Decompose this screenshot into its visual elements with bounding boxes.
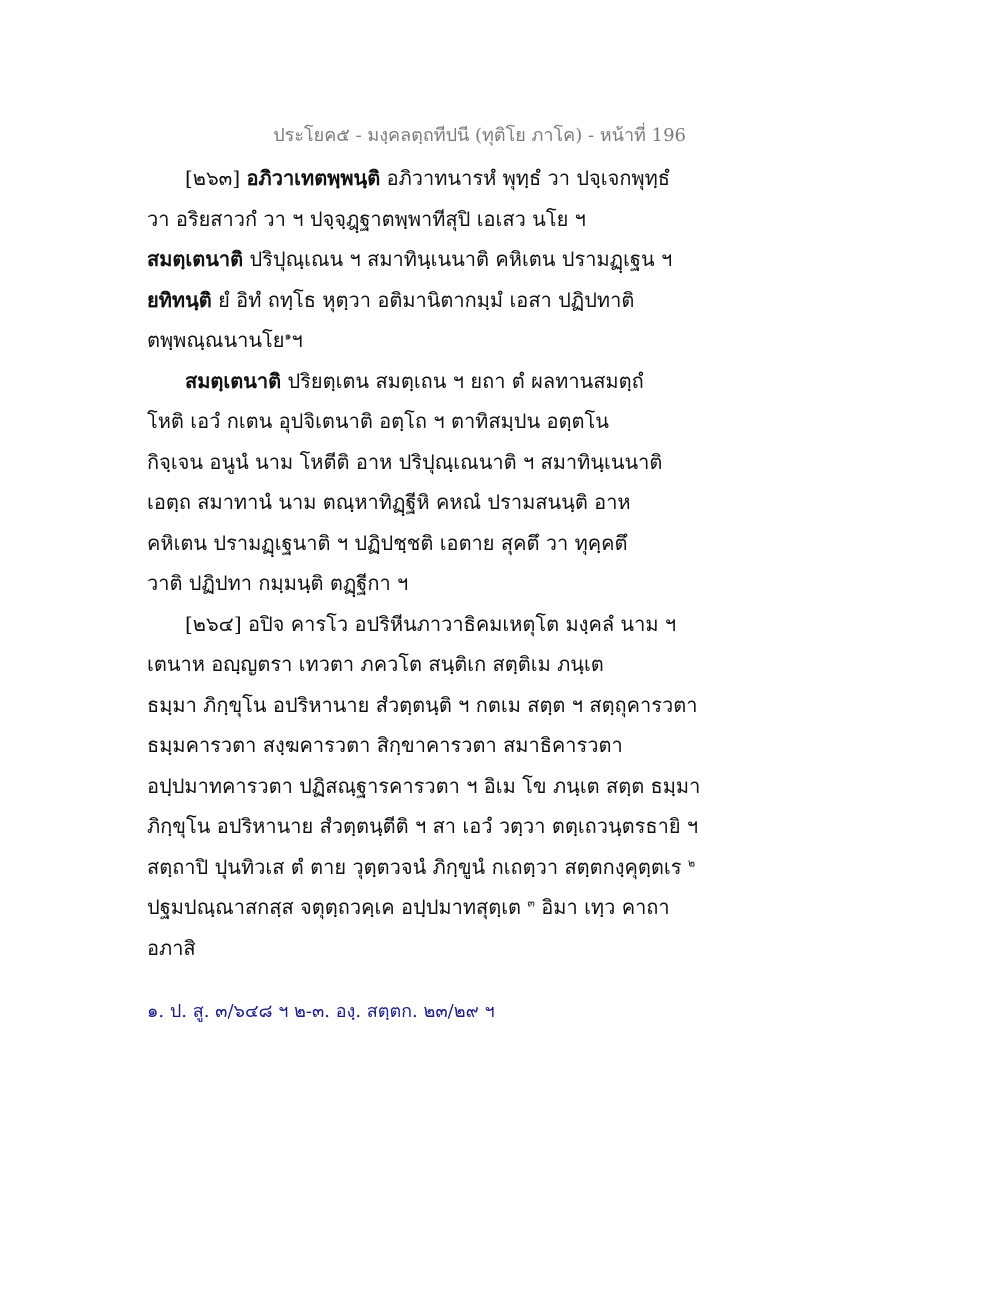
- paragraph-line: เตนาห อญฺญตรา เทวตา ภควโต สนฺติเก สตฺติเม ภนฺเต: [147, 652, 604, 676]
- paragraph-line: [147, 158, 687, 199]
- line-text: สตฺถาปิ ปุนทิวเส ตํ ตาย วุตฺตวจนํ ภิกฺขูนํ กเถตฺวา สตฺตกงฺคุตฺตเร: [147, 854, 682, 879]
- footnote-ref: ๑: [284, 329, 292, 343]
- paragraph-number: [๒๖๓]: [185, 166, 241, 190]
- bold-term: สมตฺเตนาติ: [185, 368, 282, 393]
- paragraph-line: [๒๖๔] อปิจ คารโว อปริหีนภาวาธิคมเหตุโต มงฺคลํ นาม ฯ: [185, 611, 677, 636]
- line-text: ยํ อิทํ ถทฺโธ หุตฺวา อติมานิตากมฺมํ เอสา ปฏิปทาติ: [218, 287, 635, 312]
- paragraph-line: โหติ เอวํ กเตน อุปจิเตนาติ อตฺโถ ฯ ตาทิสมฺปน อตฺตโน: [147, 409, 609, 433]
- paragraph-line: ภิกฺขุโน อปริหานาย สํวตฺตนฺตีติ ฯ สา เอวํ วตฺวา ตตฺเถวนฺตรธายิ ฯ: [147, 814, 699, 838]
- line-text: ตพฺพณฺณนานโย: [147, 328, 285, 352]
- paragraph-line: [147, 320, 687, 361]
- paragraph-line: เอตฺถ สมาทานํ นาม ตณฺหาทิฏฺฐีหิ คหณํ ปรามสนนฺติ อาห: [147, 490, 631, 514]
- footnote: ๑. ป. สู. ๓/๖๔๘ ฯ ๒-๓. องฺ. สตฺตก. ๒๓/๒๙ ฯ: [147, 1001, 495, 1022]
- line-text: ฯ: [291, 328, 303, 352]
- paragraph-line: ธมฺมา ภิกฺขุโน อปริหานาย สํวตฺตนฺติ ฯ กตเม สตฺต ฯ สตฺถุคารวตา: [147, 692, 698, 717]
- bold-term: อภิวาเทตพฺพนฺติ: [246, 166, 381, 190]
- paragraph-line: [147, 887, 687, 928]
- paragraph-line: อภาสิ: [147, 935, 196, 960]
- body-text: [147, 158, 701, 968]
- line-text: ปฐมปณฺณาสกสฺส จตุตฺถวคฺเค อปฺปมาทสุตฺเต: [147, 895, 522, 919]
- paragraph-line: กิจฺเจน อนูนํ นาม โหตีติ อาห ปริปุณฺเณนาติ ฯ สมาทินฺเนนาติ: [147, 449, 663, 474]
- bold-term: ยทิทนฺติ: [147, 287, 212, 312]
- bold-term: สมตฺเตนาติ: [147, 247, 244, 271]
- footnote-ref: ๓: [527, 896, 535, 910]
- paragraph-line: [147, 361, 687, 402]
- paragraph-line: คหิเตน ปรามฏฺเฐนาติ ฯ ปฏิปชฺชติ เอตาย สุคตึ วา ทุคฺคตึ: [147, 530, 628, 555]
- paragraph-line: ธมฺมคารวตา สงฺฆคารวตา สิกฺขาคารวตา สมาธิคารวตา: [147, 733, 623, 757]
- line-text: ปริปุณฺเณน ฯ สมาทินฺเนนาติ คหิเตน ปรามฏฺเฐน ฯ: [249, 247, 673, 271]
- paragraph-line: [147, 847, 696, 888]
- footnote-ref: ๒: [687, 855, 696, 869]
- running-header: ประโยค๕ - มงฺคลตฺถทีปนี (ทุติโย ภาโค) - หน้าที่ 196: [273, 125, 686, 146]
- line-text: อิมา เทฺว คาถา: [541, 895, 670, 919]
- paragraph-line: [147, 280, 687, 321]
- paragraph-line: วาติ ปฏิปทา กมฺมนฺติ ตฏฺฐีกา ฯ: [147, 571, 409, 595]
- paragraph-line: อปฺปมาทคารวตา ปฏิสณฺฐารคารวตา ฯ อิเม โข ภนฺเต สตฺต ธมฺมา: [147, 773, 701, 798]
- paragraph-line: [147, 239, 687, 280]
- line-text: ปริยตฺเตน สมตฺเถน ฯ ยถา ตํ ผลทานสมตฺถํ: [287, 368, 644, 393]
- paragraph-line: วา อริยสาวกํ วา ฯ ปจฺจฺฎฺฐาตพฺพาทีสุปิ เอเสว นโย ฯ: [147, 206, 586, 231]
- line-text: อภิวาทนารหํ พุทฺธํ วา ปจฺเจกพุทฺธํ: [386, 166, 671, 190]
